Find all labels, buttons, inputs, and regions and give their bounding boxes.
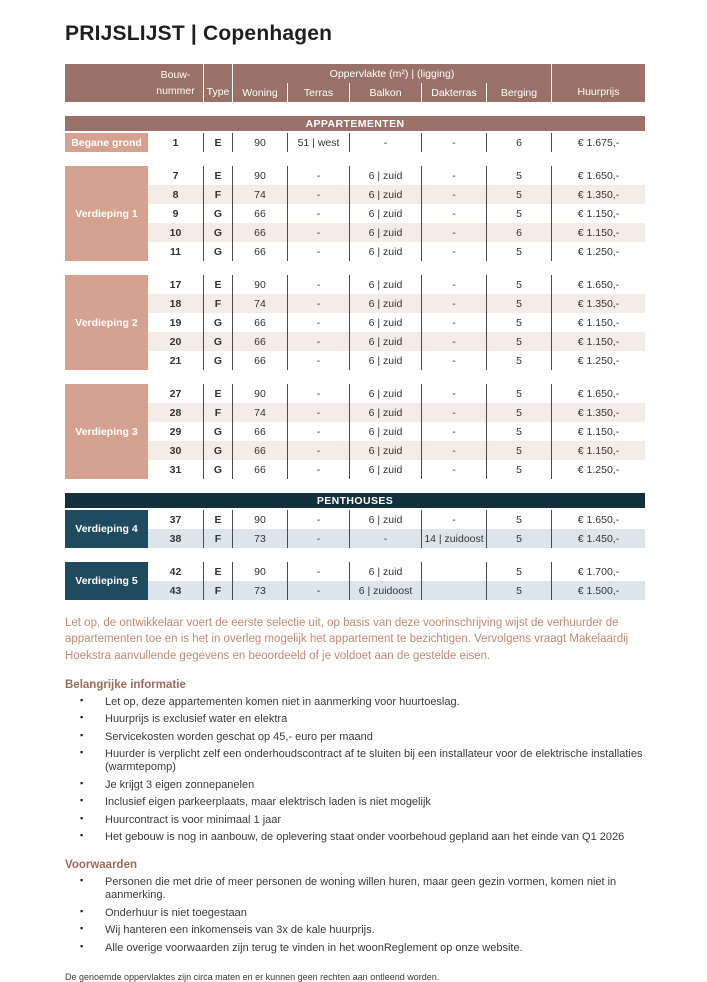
cell: - bbox=[421, 384, 486, 403]
cell: 6 | zuid bbox=[349, 166, 421, 185]
cell: - bbox=[421, 294, 486, 313]
cell: € 1.700,- bbox=[551, 562, 645, 581]
cell: - bbox=[287, 185, 349, 204]
cell: 5 bbox=[486, 204, 551, 223]
cell: - bbox=[421, 185, 486, 204]
important-info-heading: Belangrijke informatie bbox=[65, 678, 186, 691]
cell: 6 | zuid bbox=[349, 384, 421, 403]
header-cell-terras: Terras bbox=[287, 83, 349, 102]
cell: 5 bbox=[486, 441, 551, 460]
cell: 6 | zuid bbox=[349, 441, 421, 460]
cell: 51 | west bbox=[287, 133, 349, 152]
cell: € 1.250,- bbox=[551, 242, 645, 261]
cell: 5 bbox=[486, 275, 551, 294]
cell: 5 bbox=[486, 351, 551, 370]
cell: - bbox=[421, 422, 486, 441]
cell: - bbox=[287, 510, 349, 529]
cell: 6 | zuid bbox=[349, 313, 421, 332]
cell: 90 bbox=[232, 275, 287, 294]
cell: € 1.150,- bbox=[551, 422, 645, 441]
cell: G bbox=[203, 422, 232, 441]
cell: - bbox=[287, 403, 349, 422]
cell: 66 bbox=[232, 313, 287, 332]
cell: 5 bbox=[486, 581, 551, 600]
bullet-item: ▪ Huurcontract is voor minimaal 1 jaar bbox=[65, 814, 665, 827]
cell: 90 bbox=[232, 133, 287, 152]
cell: 73 bbox=[232, 581, 287, 600]
cell: - bbox=[287, 204, 349, 223]
cell: - bbox=[421, 441, 486, 460]
header-cell-balkon: Balkon bbox=[349, 83, 421, 102]
cell: E bbox=[203, 384, 232, 403]
cell: 74 bbox=[232, 403, 287, 422]
cell: - bbox=[421, 133, 486, 152]
cell: € 1.500,- bbox=[551, 581, 645, 600]
cell: 6 | zuidoost bbox=[349, 581, 421, 600]
cell: 21 bbox=[169, 354, 182, 367]
intro-paragraph: Let op, de ontwikkelaar voert de eerste selectie uit, op basis van deze voorinschrijving wijst de verhuurder de appartementen toe en is het in overleg mogelijk het appartement te bezichtigen. Vervolgens vraagt Makelaardij Hoekstra aanvullende gegevens en beoordeeld of je voldoet aan de gestelde eisen. bbox=[65, 617, 629, 662]
cell: 6 | zuid bbox=[349, 422, 421, 441]
cell: 66 bbox=[232, 223, 287, 242]
cell: 66 bbox=[232, 441, 287, 460]
cell: 6 | zuid bbox=[349, 242, 421, 261]
section-header-penthouses: PENTHOUSES bbox=[65, 493, 645, 508]
cell: € 1.150,- bbox=[551, 441, 645, 460]
cell: - bbox=[287, 529, 349, 548]
cell: 9 bbox=[172, 207, 179, 220]
conditions-list bbox=[65, 876, 665, 954]
cell: 20 bbox=[148, 332, 203, 351]
cell: 28 bbox=[148, 403, 203, 422]
bullet-item: ▪ Inclusief eigen parkeerplaats, maar elektrisch laden is niet mogelijk bbox=[65, 796, 665, 809]
cell: 90 bbox=[232, 384, 287, 403]
cell: 1 bbox=[172, 136, 179, 149]
cell: - bbox=[287, 384, 349, 403]
cell: - bbox=[287, 422, 349, 441]
cell: 66 bbox=[232, 332, 287, 351]
header-cell-oppervlakte-span: Oppervlakte (m²) | (ligging) bbox=[232, 64, 551, 83]
cell: 17 bbox=[169, 278, 182, 291]
page-title: PRIJSLIJST | Copenhagen bbox=[65, 22, 333, 45]
cell: 6 bbox=[486, 223, 551, 242]
cell: - bbox=[287, 166, 349, 185]
cell: - bbox=[421, 510, 486, 529]
cell: 6 | zuid bbox=[349, 562, 421, 581]
cell: 6 bbox=[486, 133, 551, 152]
cell: 66 bbox=[232, 242, 287, 261]
group-label: Verdieping 4 bbox=[65, 510, 148, 548]
cell: G bbox=[203, 204, 232, 223]
cell: F bbox=[203, 529, 232, 548]
cell: € 1.650,- bbox=[551, 275, 645, 294]
cell: € 1.450,- bbox=[551, 529, 645, 548]
cell: 5 bbox=[486, 529, 551, 548]
cell: € 1.150,- bbox=[551, 313, 645, 332]
bullet-item: ▪ Huurprijs is exclusief water en elektra bbox=[65, 713, 665, 726]
cell: E bbox=[203, 133, 232, 152]
cell bbox=[421, 581, 486, 600]
bullet-item: ▪ Onderhuur is niet toegestaan bbox=[65, 907, 665, 920]
cell: - bbox=[421, 223, 486, 242]
cell: 90 bbox=[232, 562, 287, 581]
cell: 90 bbox=[232, 510, 287, 529]
header-bouwnummer-line1: Bouw- bbox=[160, 69, 191, 81]
cell: 6 | zuid bbox=[349, 351, 421, 370]
cell: 6 | zuid bbox=[349, 223, 421, 242]
cell: 5 bbox=[486, 332, 551, 351]
price-table bbox=[65, 64, 645, 600]
cell: - bbox=[287, 223, 349, 242]
cell: G bbox=[203, 313, 232, 332]
cell: - bbox=[287, 460, 349, 479]
floor-group bbox=[65, 275, 645, 370]
cell: - bbox=[287, 581, 349, 600]
cell: 5 bbox=[486, 384, 551, 403]
cell: 6 | zuid bbox=[349, 275, 421, 294]
cell: - bbox=[421, 403, 486, 422]
floor-group bbox=[65, 133, 645, 152]
disclaimer: De genoemde oppervlaktes zijn circa maten en er kunnen geen rechten aan ontleend worden. bbox=[65, 971, 440, 982]
cell: - bbox=[349, 133, 421, 152]
cell: 66 bbox=[232, 351, 287, 370]
cell: 6 | zuid bbox=[349, 460, 421, 479]
cell: 90 bbox=[232, 166, 287, 185]
cell: - bbox=[421, 460, 486, 479]
cell: € 1.650,- bbox=[551, 384, 645, 403]
cell: - bbox=[287, 294, 349, 313]
bullet-item: ▪ Je krijgt 3 eigen zonnepanelen bbox=[65, 779, 665, 792]
cell: - bbox=[421, 166, 486, 185]
cell: 5 bbox=[486, 460, 551, 479]
cell: 66 bbox=[232, 460, 287, 479]
cell: 5 bbox=[486, 242, 551, 261]
cell: F bbox=[203, 294, 232, 313]
cell: G bbox=[203, 223, 232, 242]
header-bouwnummer-line2: nummer bbox=[156, 85, 195, 97]
cell: 73 bbox=[232, 529, 287, 548]
cell: G bbox=[203, 460, 232, 479]
cell: 5 bbox=[486, 510, 551, 529]
group-label: Verdieping 2 bbox=[65, 275, 148, 370]
cell: - bbox=[287, 242, 349, 261]
group-label: Verdieping 1 bbox=[65, 166, 148, 261]
cell: 5 bbox=[486, 422, 551, 441]
bullet-item: ▪ Let op, deze appartementen komen niet in aanmerking voor huurtoeslag. bbox=[65, 696, 665, 709]
section-header-appartementen: APPARTEMENTEN bbox=[65, 116, 645, 131]
bullet-item: ▪ Alle overige voorwaarden zijn terug te vinden in het woonReglement op onze website. bbox=[65, 942, 665, 955]
bullet-item: ▪ Het gebouw is nog in aanbouw, de oplevering staat onder voorbehoud gepland aan het einde van Q1 2026 bbox=[65, 831, 665, 844]
bullet-item: ▪ Personen die met drie of meer personen de woning willen huren, maar geen gezin vormen, komen niet in aanmerking. bbox=[65, 876, 665, 902]
cell: F bbox=[203, 581, 232, 600]
cell: F bbox=[203, 185, 232, 204]
group-label: Begane grond bbox=[65, 133, 148, 152]
cell: G bbox=[203, 332, 232, 351]
cell: 6 | zuid bbox=[349, 185, 421, 204]
cell: - bbox=[421, 275, 486, 294]
cell: E bbox=[203, 275, 232, 294]
header-cell-dakterras: Dakterras bbox=[421, 83, 486, 102]
cell: - bbox=[287, 275, 349, 294]
cell: 19 bbox=[169, 316, 182, 329]
bullet-item: ▪ Wij hanteren een inkomenseis van 3x de kale huurprijs. bbox=[65, 924, 665, 937]
cell: 6 | zuid bbox=[349, 332, 421, 351]
cell: 38 bbox=[148, 529, 203, 548]
floor-group bbox=[65, 166, 645, 261]
group-label: Verdieping 3 bbox=[65, 384, 148, 479]
cell: 11 bbox=[169, 245, 182, 258]
cell: 6 | zuid bbox=[349, 204, 421, 223]
cell: F bbox=[203, 403, 232, 422]
cell: 5 bbox=[486, 403, 551, 422]
cell: € 1.675,- bbox=[551, 133, 645, 152]
cell: 74 bbox=[232, 294, 287, 313]
cell: 5 bbox=[486, 166, 551, 185]
floor-group bbox=[65, 384, 645, 479]
cell: G bbox=[203, 351, 232, 370]
cell: 29 bbox=[169, 425, 182, 438]
cell: 18 bbox=[148, 294, 203, 313]
cell: € 1.150,- bbox=[551, 332, 645, 351]
cell: € 1.650,- bbox=[551, 166, 645, 185]
cell: 5 bbox=[486, 185, 551, 204]
cell bbox=[421, 562, 486, 581]
cell: G bbox=[203, 242, 232, 261]
table-header bbox=[65, 64, 645, 102]
cell: 6 | zuid bbox=[349, 294, 421, 313]
header-cell-woning: Woning bbox=[232, 83, 287, 102]
cell: € 1.250,- bbox=[551, 351, 645, 370]
cell: € 1.150,- bbox=[551, 223, 645, 242]
cell: - bbox=[349, 529, 421, 548]
cell: € 1.350,- bbox=[551, 294, 645, 313]
header-cell-type: Type bbox=[203, 64, 232, 102]
cell: € 1.350,- bbox=[551, 185, 645, 204]
cell: - bbox=[421, 242, 486, 261]
cell: - bbox=[421, 351, 486, 370]
floor-group bbox=[65, 562, 645, 600]
cell: 37 bbox=[169, 513, 182, 526]
cell: 5 bbox=[486, 294, 551, 313]
cell: G bbox=[203, 441, 232, 460]
cell: 27 bbox=[169, 387, 182, 400]
cell: - bbox=[421, 332, 486, 351]
cell: - bbox=[287, 441, 349, 460]
bullet-item: ▪ Servicekosten worden geschat op 45,- euro per maand bbox=[65, 731, 665, 744]
cell: 7 bbox=[172, 169, 179, 182]
table-body bbox=[65, 116, 645, 600]
cell: - bbox=[287, 313, 349, 332]
cell: - bbox=[287, 351, 349, 370]
cell: 6 | zuid bbox=[349, 403, 421, 422]
cell: € 1.350,- bbox=[551, 403, 645, 422]
cell: 42 bbox=[169, 565, 182, 578]
cell: E bbox=[203, 166, 232, 185]
cell: 31 bbox=[169, 463, 182, 476]
header-cell-huurprijs: Huurprijs bbox=[551, 64, 645, 102]
cell: - bbox=[287, 332, 349, 351]
group-label: Verdieping 5 bbox=[65, 562, 148, 600]
cell: 5 bbox=[486, 313, 551, 332]
cell: 5 bbox=[486, 562, 551, 581]
cell: 43 bbox=[148, 581, 203, 600]
cell: 14 | zuidoost bbox=[421, 529, 486, 548]
header-cell-berging: Berging bbox=[486, 83, 551, 102]
important-info-list bbox=[65, 696, 665, 844]
cell: € 1.150,- bbox=[551, 204, 645, 223]
cell: E bbox=[203, 562, 232, 581]
conditions-heading: Voorwaarden bbox=[65, 859, 137, 872]
cell: € 1.650,- bbox=[551, 510, 645, 529]
cell: 66 bbox=[232, 422, 287, 441]
floor-group bbox=[65, 510, 645, 548]
cell: 66 bbox=[232, 204, 287, 223]
cell: - bbox=[421, 313, 486, 332]
cell: € 1.250,- bbox=[551, 460, 645, 479]
header-cell-bouwnummer bbox=[148, 64, 203, 102]
cell: E bbox=[203, 510, 232, 529]
bullet-item: ▪ Huurder is verplicht zelf een onderhoudscontract af te sluiten bij een installateur voor de elektrische installaties (warmtepomp) bbox=[65, 748, 665, 774]
cell: 10 bbox=[148, 223, 203, 242]
cell: 74 bbox=[232, 185, 287, 204]
header-corner-cell bbox=[65, 64, 148, 102]
cell: 30 bbox=[148, 441, 203, 460]
cell: - bbox=[421, 204, 486, 223]
cell: 8 bbox=[148, 185, 203, 204]
cell: 6 | zuid bbox=[349, 510, 421, 529]
cell: - bbox=[287, 562, 349, 581]
